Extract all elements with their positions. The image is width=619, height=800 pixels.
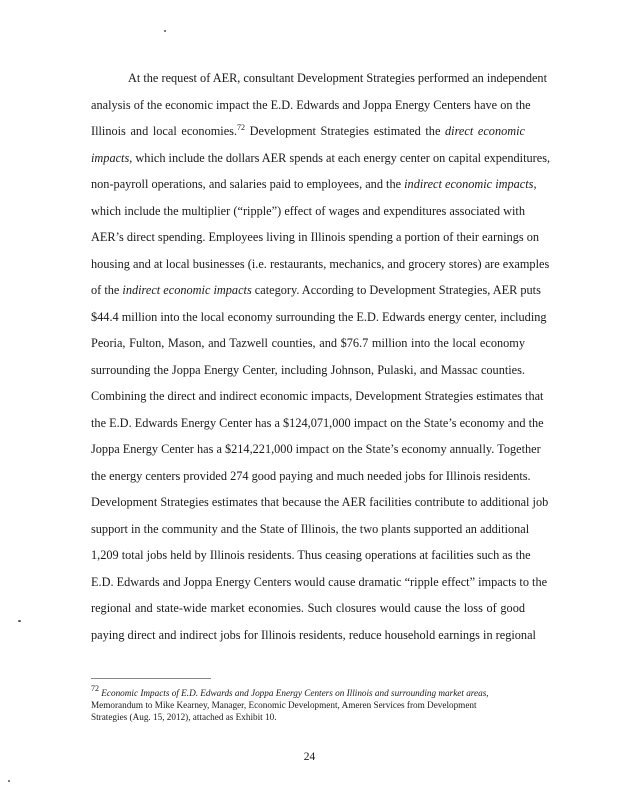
scan-speck	[8, 780, 10, 782]
body-line	[91, 177, 537, 191]
footnote-line	[91, 684, 525, 699]
body-line: support in the community and the State of Illinois, the two plants supported an additional	[91, 522, 530, 536]
footnote-line: Memorandum to Mike Kearney, Manager, Economic Development, Ameren Services from Development	[91, 700, 477, 710]
footnote-separator	[91, 678, 211, 679]
body-line: regional and state-wide market economies. Such closures would cause the loss of good	[91, 601, 525, 615]
body-line: E.D. Edwards and Joppa Energy Centers would cause dramatic “ripple effect” impacts to the	[91, 575, 548, 589]
body-text-run: category. According to Development Strategies, AER puts	[251, 283, 541, 297]
footnote-title: Economic Impacts of E.D. Edwards and Joppa Energy Centers on Illinois and surrounding market areas,	[101, 688, 489, 698]
body-text-run: of the	[91, 283, 123, 297]
body-line	[91, 151, 551, 165]
body-line: $44.4 million into the local economy surrounding the E.D. Edwards energy center, including	[91, 310, 547, 324]
body-text-run: ,	[533, 177, 537, 191]
body-text-run: non-payroll operations, and salaries paid to employees, and the	[91, 177, 405, 191]
body-line	[91, 283, 541, 297]
body-line: surrounding the Joppa Energy Center, including Johnson, Pulaski, and Massac counties.	[91, 363, 525, 377]
emphasis-text: direct economic	[445, 124, 525, 138]
body-line: Joppa Energy Center has a $214,221,000 impact on the State’s economy annually. Together	[91, 442, 541, 456]
body-line: AER’s direct spending. Employees living in Illinois spending a portion of their earnings on	[91, 230, 540, 244]
footnote-line: Strategies (Aug. 15, 2012), attached as Exhibit 10.	[91, 712, 277, 722]
scan-speck	[164, 30, 166, 32]
emphasis-text: indirect economic impacts	[404, 177, 534, 191]
body-line: At the request of AER, consultant Development Strategies performed an independent	[128, 71, 548, 85]
emphasis-text: indirect economic impacts	[122, 283, 252, 297]
body-line: Combining the direct and indirect economic impacts, Development Strategies estimates that	[91, 389, 544, 403]
body-text-run: Development Strategies estimated the	[245, 124, 446, 138]
body-line	[91, 124, 525, 138]
body-line: Development Strategies estimates that because the AER facilities contribute to additional job	[91, 495, 549, 509]
body-line: paying direct and indirect jobs for Illinois residents, reduce household earnings in regional	[91, 628, 536, 642]
footnote-reference: 72	[237, 123, 246, 132]
body-text-run: Illinois and local economies.	[91, 124, 238, 138]
body-line: Peoria, Fulton, Mason, and Tazwell counties, and $76.7 million into the local economy	[91, 336, 525, 350]
body-line: the energy centers provided 274 good paying and much needed jobs for Illinois residents.	[91, 469, 531, 483]
body-text-run: , which include the dollars AER spends at each energy center on capital expenditures,	[129, 151, 551, 165]
body-line: the E.D. Edwards Energy Center has a $124,071,000 impact on the State’s economy and the	[91, 416, 544, 430]
emphasis-text: impacts	[91, 151, 130, 165]
page-number: 24	[303, 751, 316, 763]
body-line: which include the multiplier (“ripple”) effect of wages and expenditures associated with	[91, 204, 525, 218]
footnote-marker: 72	[91, 684, 99, 693]
body-line: 1,209 total jobs held by Illinois residents. Thus ceasing operations at facilities such as the	[91, 548, 531, 562]
body-line: housing and at local businesses (i.e. restaurants, mechanics, and grocery stores) are examples	[91, 257, 550, 271]
body-line: analysis of the economic impact the E.D. Edwards and Joppa Energy Centers have on the	[91, 98, 531, 112]
scan-speck	[18, 620, 21, 622]
